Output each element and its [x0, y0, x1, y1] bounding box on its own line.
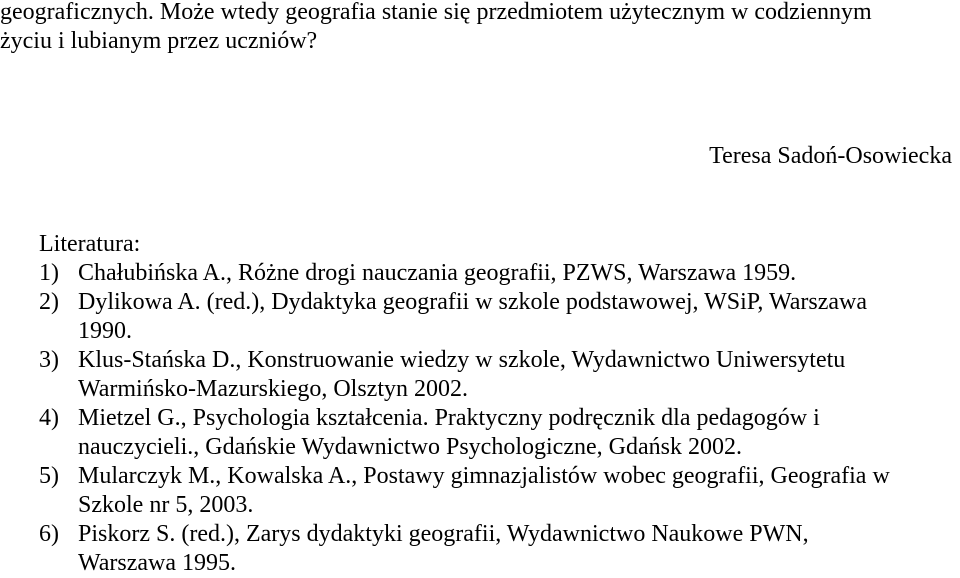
reference-item	[39, 462, 959, 520]
reference-text: Dylikowa A. (red.), Dydaktyka geografii w szkole podstawowej, WSiP, Warszawa	[78, 289, 867, 315]
reference-item	[39, 346, 959, 404]
intro-paragraph	[0, 0, 960, 56]
author-signature: Teresa Sadoń-Osowiecka	[709, 143, 952, 169]
reference-number: 1)	[39, 260, 59, 286]
reference-item	[39, 259, 959, 288]
reference-text: Klus-Stańska D., Konstruowanie wiedzy w szkole, Wydawnictwo Uniwersytetu	[78, 347, 846, 373]
reference-text: Chałubińska A., Różne drogi nauczania geografii, PZWS, Warszawa 1959.	[78, 260, 797, 286]
reference-text: Mularczyk M., Kowalska A., Postawy gimnazjalistów wobec geografii, Geografia w	[78, 463, 890, 489]
intro-line: życiu i lubianym przez uczniów?	[0, 28, 318, 54]
reference-number: 2)	[39, 289, 59, 315]
reference-number: 3)	[39, 347, 59, 373]
reference-number: 4)	[39, 405, 59, 431]
reference-text: Warszawa 1995.	[78, 550, 237, 576]
reference-number: 6)	[39, 521, 59, 547]
reference-list	[39, 259, 959, 578]
reference-text: Mietzel G., Psychologia kształcenia. Praktyczny podręcznik dla pedagogów i	[78, 405, 820, 431]
reference-number: 5)	[39, 463, 59, 489]
literature-heading: Literatura:	[39, 231, 141, 257]
reference-item	[39, 404, 959, 462]
reference-text: Warmińsko-Mazurskiego, Olsztyn 2002.	[78, 376, 468, 402]
reference-text: nauczycieli., Gdańskie Wydawnictwo Psychologiczne, Gdańsk 2002.	[78, 434, 742, 460]
reference-text: Piskorz S. (red.), Zarys dydaktyki geografii, Wydawnictwo Naukowe PWN,	[78, 521, 809, 547]
reference-item	[39, 288, 959, 346]
intro-line: geograficznych. Może wtedy geografia stanie się przedmiotem użytecznym w codziennym	[0, 0, 872, 25]
reference-text: Szkole nr 5, 2003.	[78, 492, 254, 518]
reference-item	[39, 520, 959, 578]
reference-text: 1990.	[78, 318, 132, 344]
